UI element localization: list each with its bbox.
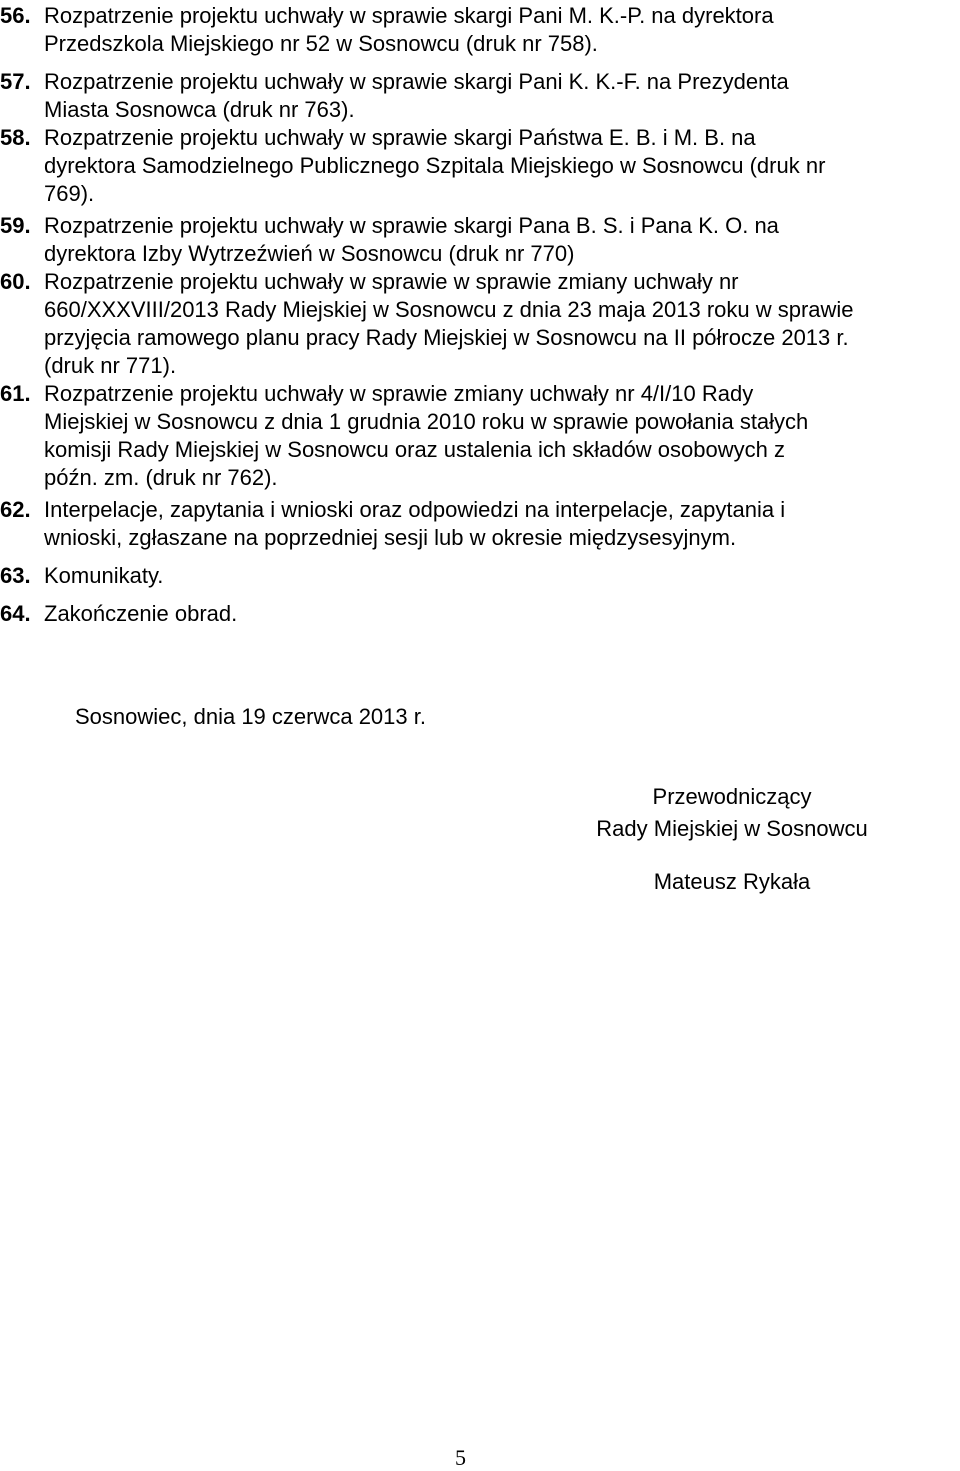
item-line: Zakończenie obrad. [44, 601, 238, 626]
page-number: 5 [455, 1445, 466, 1470]
item-line: Rozpatrzenie projektu uchwały w sprawie skargi Pana B. S. i Pana K. O. na [44, 213, 779, 238]
item-line: Rozpatrzenie projektu uchwały w sprawie skargi Pani M. K.-P. na dyrektora [44, 3, 774, 28]
agenda-item-61 [0, 380, 930, 492]
item-line: Rozpatrzenie projektu uchwały w sprawie skargi Państwa E. B. i M. B. na [44, 125, 756, 150]
item-line: Komunikaty. [44, 563, 164, 588]
agenda-item-62 [0, 496, 930, 552]
item-number: 63. [0, 563, 31, 588]
item-line: 660/XXXVIII/2013 Rady Miejskiej w Sosnowcu z dnia 23 maja 2013 roku w sprawie [44, 297, 854, 322]
agenda-list [0, 2, 930, 628]
item-number: 58. [0, 125, 31, 150]
item-number: 60. [0, 269, 31, 294]
item-line: Przedszkola Miejskiego nr 52 w Sosnowcu (druk nr 758). [44, 31, 598, 56]
item-line: 769). [44, 181, 95, 206]
item-number: 62. [0, 497, 31, 522]
item-line: Rozpatrzenie projektu uchwały w sprawie zmiany uchwały nr 4/I/10 Rady [44, 381, 754, 406]
agenda-item-60 [0, 268, 930, 380]
item-line: Miejskiej w Sosnowcu z dnia 1 grudnia 2010 roku w sprawie powołania stałych [44, 409, 809, 434]
item-line: (druk nr 771). [44, 353, 177, 378]
item-line: wnioski, zgłaszane na poprzedniej sesji lub w okresie międzysesyjnym. [44, 525, 737, 550]
place-and-date: Sosnowiec, dnia 19 czerwca 2013 r. [75, 704, 426, 729]
item-line: przyjęcia ramowego planu pracy Rady Miejskiej w Sosnowcu na II półrocze 2013 r. [44, 325, 849, 350]
item-number: 56. [0, 3, 31, 28]
item-line: Rozpatrzenie projektu uchwały w sprawie skargi Pani K. K.-F. na Prezydenta [44, 69, 789, 94]
agenda-item-63 [0, 562, 930, 590]
agenda-item-64 [0, 600, 930, 628]
item-line: Rozpatrzenie projektu uchwały w sprawie w sprawie zmiany uchwały nr [44, 269, 739, 294]
agenda-item-58 [0, 124, 930, 208]
agenda-item-59 [0, 212, 930, 268]
item-line: Interpelacje, zapytania i wnioski oraz odpowiedzi na interpelacje, zapytania i [44, 497, 786, 522]
item-line: późn. zm. (druk nr 762). [44, 465, 278, 490]
signature-name: Mateusz Rykała [653, 869, 811, 894]
item-line: komisji Rady Miejskiej w Sosnowcu oraz ustalenia ich składów osobowych z [44, 437, 785, 462]
agenda-item-57 [0, 68, 930, 124]
item-line: Miasta Sosnowca (druk nr 763). [44, 97, 355, 122]
signature-block [560, 781, 904, 898]
item-number: 59. [0, 213, 31, 238]
item-line: dyrektora Izby Wytrzeźwień w Sosnowcu (druk nr 770) [44, 241, 575, 266]
agenda-item-56 [0, 2, 930, 58]
item-number: 57. [0, 69, 31, 94]
signature-body: Rady Miejskiej w Sosnowcu [596, 816, 868, 841]
item-number: 64. [0, 601, 31, 626]
signature-title: Przewodniczący [652, 784, 812, 809]
item-number: 61. [0, 381, 31, 406]
item-line: dyrektora Samodzielnego Publicznego Szpitala Miejskiego w Sosnowcu (druk nr [44, 153, 826, 178]
